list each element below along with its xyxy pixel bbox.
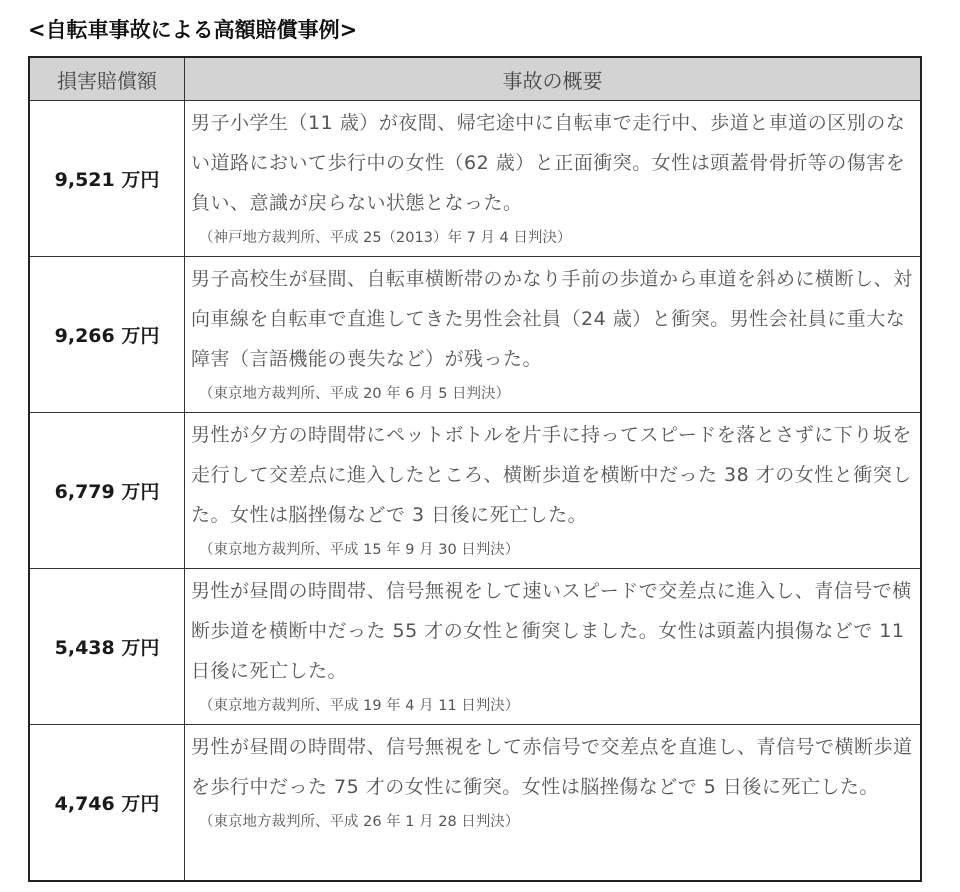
table-row [29, 257, 921, 413]
table-row [29, 725, 921, 881]
damage-amount: 5,438 万円 [29, 569, 185, 725]
table-row [29, 413, 921, 569]
header-amount: 損害賠償額 [29, 57, 185, 101]
case-summary [185, 569, 922, 725]
page-title: <自転車事故による高額賠償事例> [28, 18, 358, 42]
court-ruling: （東京地方裁判所、平成 19 年 4 月 11 日判決） [199, 698, 520, 714]
court-ruling: （神戸地方裁判所、平成 25（2013）年 7 月 4 日判決） [199, 230, 572, 246]
table-header-row [29, 57, 921, 101]
damages-table [28, 56, 922, 882]
damage-amount: 9,521 万円 [29, 101, 185, 257]
case-description: 男性が昼間の時間帯、信号無視をして速いスピードで交差点に進入し、青信号で横断歩道を横断中だった 55 才の女性と衝突しました。女性は頭蓋内損傷などで 11 日後に死亡した。 [191, 580, 912, 682]
damage-amount: 9,266 万円 [29, 257, 185, 413]
case-description: 男子高校生が昼間、自転車横断帯のかなり手前の歩道から車道を斜めに横断し、対向車線を自転車で直進してきた男性会社員（24 歳）と衝突。男性会社員に重大な障害（言語機能の喪失など）が残った。 [191, 268, 913, 370]
court-ruling: （東京地方裁判所、平成 20 年 6 月 5 日判決） [199, 386, 511, 402]
header-summary: 事故の概要 [185, 57, 922, 101]
table-row [29, 569, 921, 725]
table-row [29, 101, 921, 257]
case-summary [185, 257, 922, 413]
case-description: 男性が夕方の時間帯にペットボトルを片手に持ってスピードを落とさずに下り坂を走行して交差点に進入したところ、横断歩道を横断中だった 38 才の女性と衝突した。女性は脳挫傷などで 3 日後に死亡した。 [191, 424, 912, 526]
case-summary [185, 413, 922, 569]
case-summary [185, 725, 922, 881]
court-ruling: （東京地方裁判所、平成 15 年 9 月 30 日判決） [199, 542, 520, 558]
case-description: 男子小学生（11 歳）が夜間、帰宅途中に自転車で走行中、歩道と車道の区別のない道路において歩行中の女性（62 歳）と正面衝突。女性は頭蓋骨骨折等の傷害を負い、意識が戻らない状態となった。 [191, 112, 906, 214]
damage-amount: 4,746 万円 [29, 725, 185, 881]
court-ruling: （東京地方裁判所、平成 26 年 1 月 28 日判決） [199, 814, 520, 830]
case-description: 男性が昼間の時間帯、信号無視をして赤信号で交差点を直進し、青信号で横断歩道を歩行中だった 75 才の女性に衝突。女性は脳挫傷などで 5 日後に死亡した。 [191, 736, 913, 798]
case-summary [185, 101, 922, 257]
damage-amount: 6,779 万円 [29, 413, 185, 569]
